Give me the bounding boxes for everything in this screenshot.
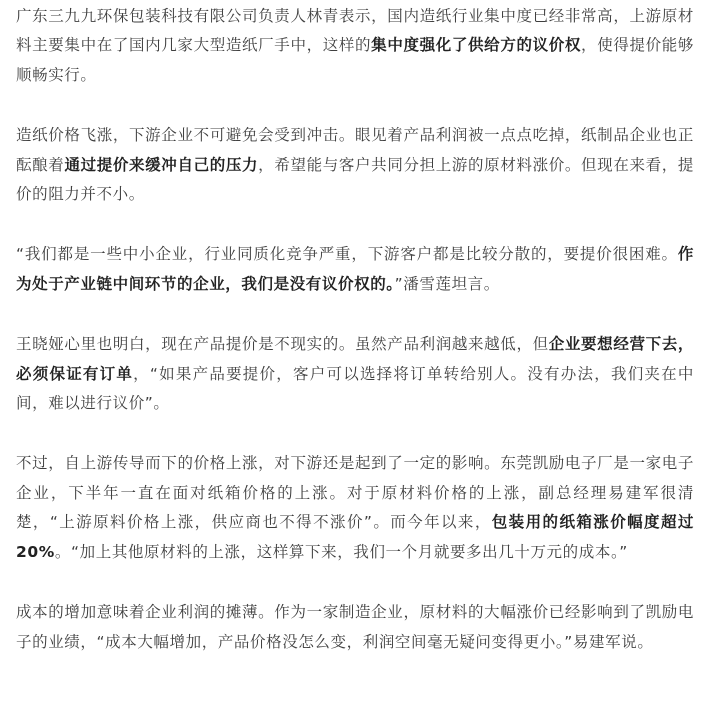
paragraph-text: ”潘雪莲坦言。 [394,274,500,293]
paragraph-text: 造纸价格飞涨，下游企业不可避免会受到冲击。眼见着产品利润被一点点吃掉，纸制品企业也正酝酿着 [16,126,694,174]
paragraph-5 [16,449,694,567]
paragraph-text: ，希望能与客户共同分担上游的原材料涨价。但现在来看，提价的阻力并不小。 [16,155,695,204]
bold-text: 通过提价来缓冲自己的压力 [64,155,259,174]
paragraph-text: ，使得提价能够顺畅实行。 [16,36,695,84]
bold-text: 作为处于产业链中间环节的企业，我们是没有议价权的。 [16,245,694,293]
paragraph-4 [16,330,694,418]
bold-text: 包装用的纸箱涨价幅度超过20% [16,513,694,561]
paragraph-6 [16,598,694,657]
paragraph-text: “我们都是一些中小企业，行业同质化竞争严重，下游客户都是比较分散的，要提价很困难。 [16,245,678,264]
paragraph-text: 不过，自上游传导而下的价格上涨，对下游还是起到了一定的影响。东莞凯励电子厂是一家电子企业，下半年一直在面对纸箱价格的上涨。对于原材料价格的上涨，副总经理易建军很清楚，“上游原料价格上涨，供应商也不得不涨价”。而今年以来， [16,454,694,532]
bold-text: 集中度强化了供给方的议价权 [371,36,582,55]
paragraph-text: 广东三九九环保包装科技有限公司负责人林青表示，国内造纸行业集中度已经非常高，上游原材料主要集中在了国内几家大型造纸厂手中，这样的 [16,7,694,55]
paragraph-1 [16,2,694,90]
paragraph-text: 王晓娅心里也明白，现在产品提价是不现实的。虽然产品利润越来越低，但 [16,335,549,354]
paragraph-3 [16,240,694,299]
paragraph-2 [16,121,694,209]
paragraph-text: ，“如果产品要提价，客户可以选择将订单转给别人。没有办法，我们夹在中间，难以进行议价”。 [16,364,694,413]
bold-text: 企业要想经营下去，必须保证有订单 [16,335,694,383]
paragraph-text: 。“加上其他原材料的上涨，这样算下来，我们一个月就要多出几十万元的成本。” [54,542,628,561]
paragraph-text: 成本的增加意味着企业利润的摊薄。作为一家制造企业，原材料的大幅涨价已经影响到了凯励电子的业绩，“成本大幅增加，产品价格没怎么变，利润空间毫无疑问变得更小。”易建军说。 [16,603,694,651]
